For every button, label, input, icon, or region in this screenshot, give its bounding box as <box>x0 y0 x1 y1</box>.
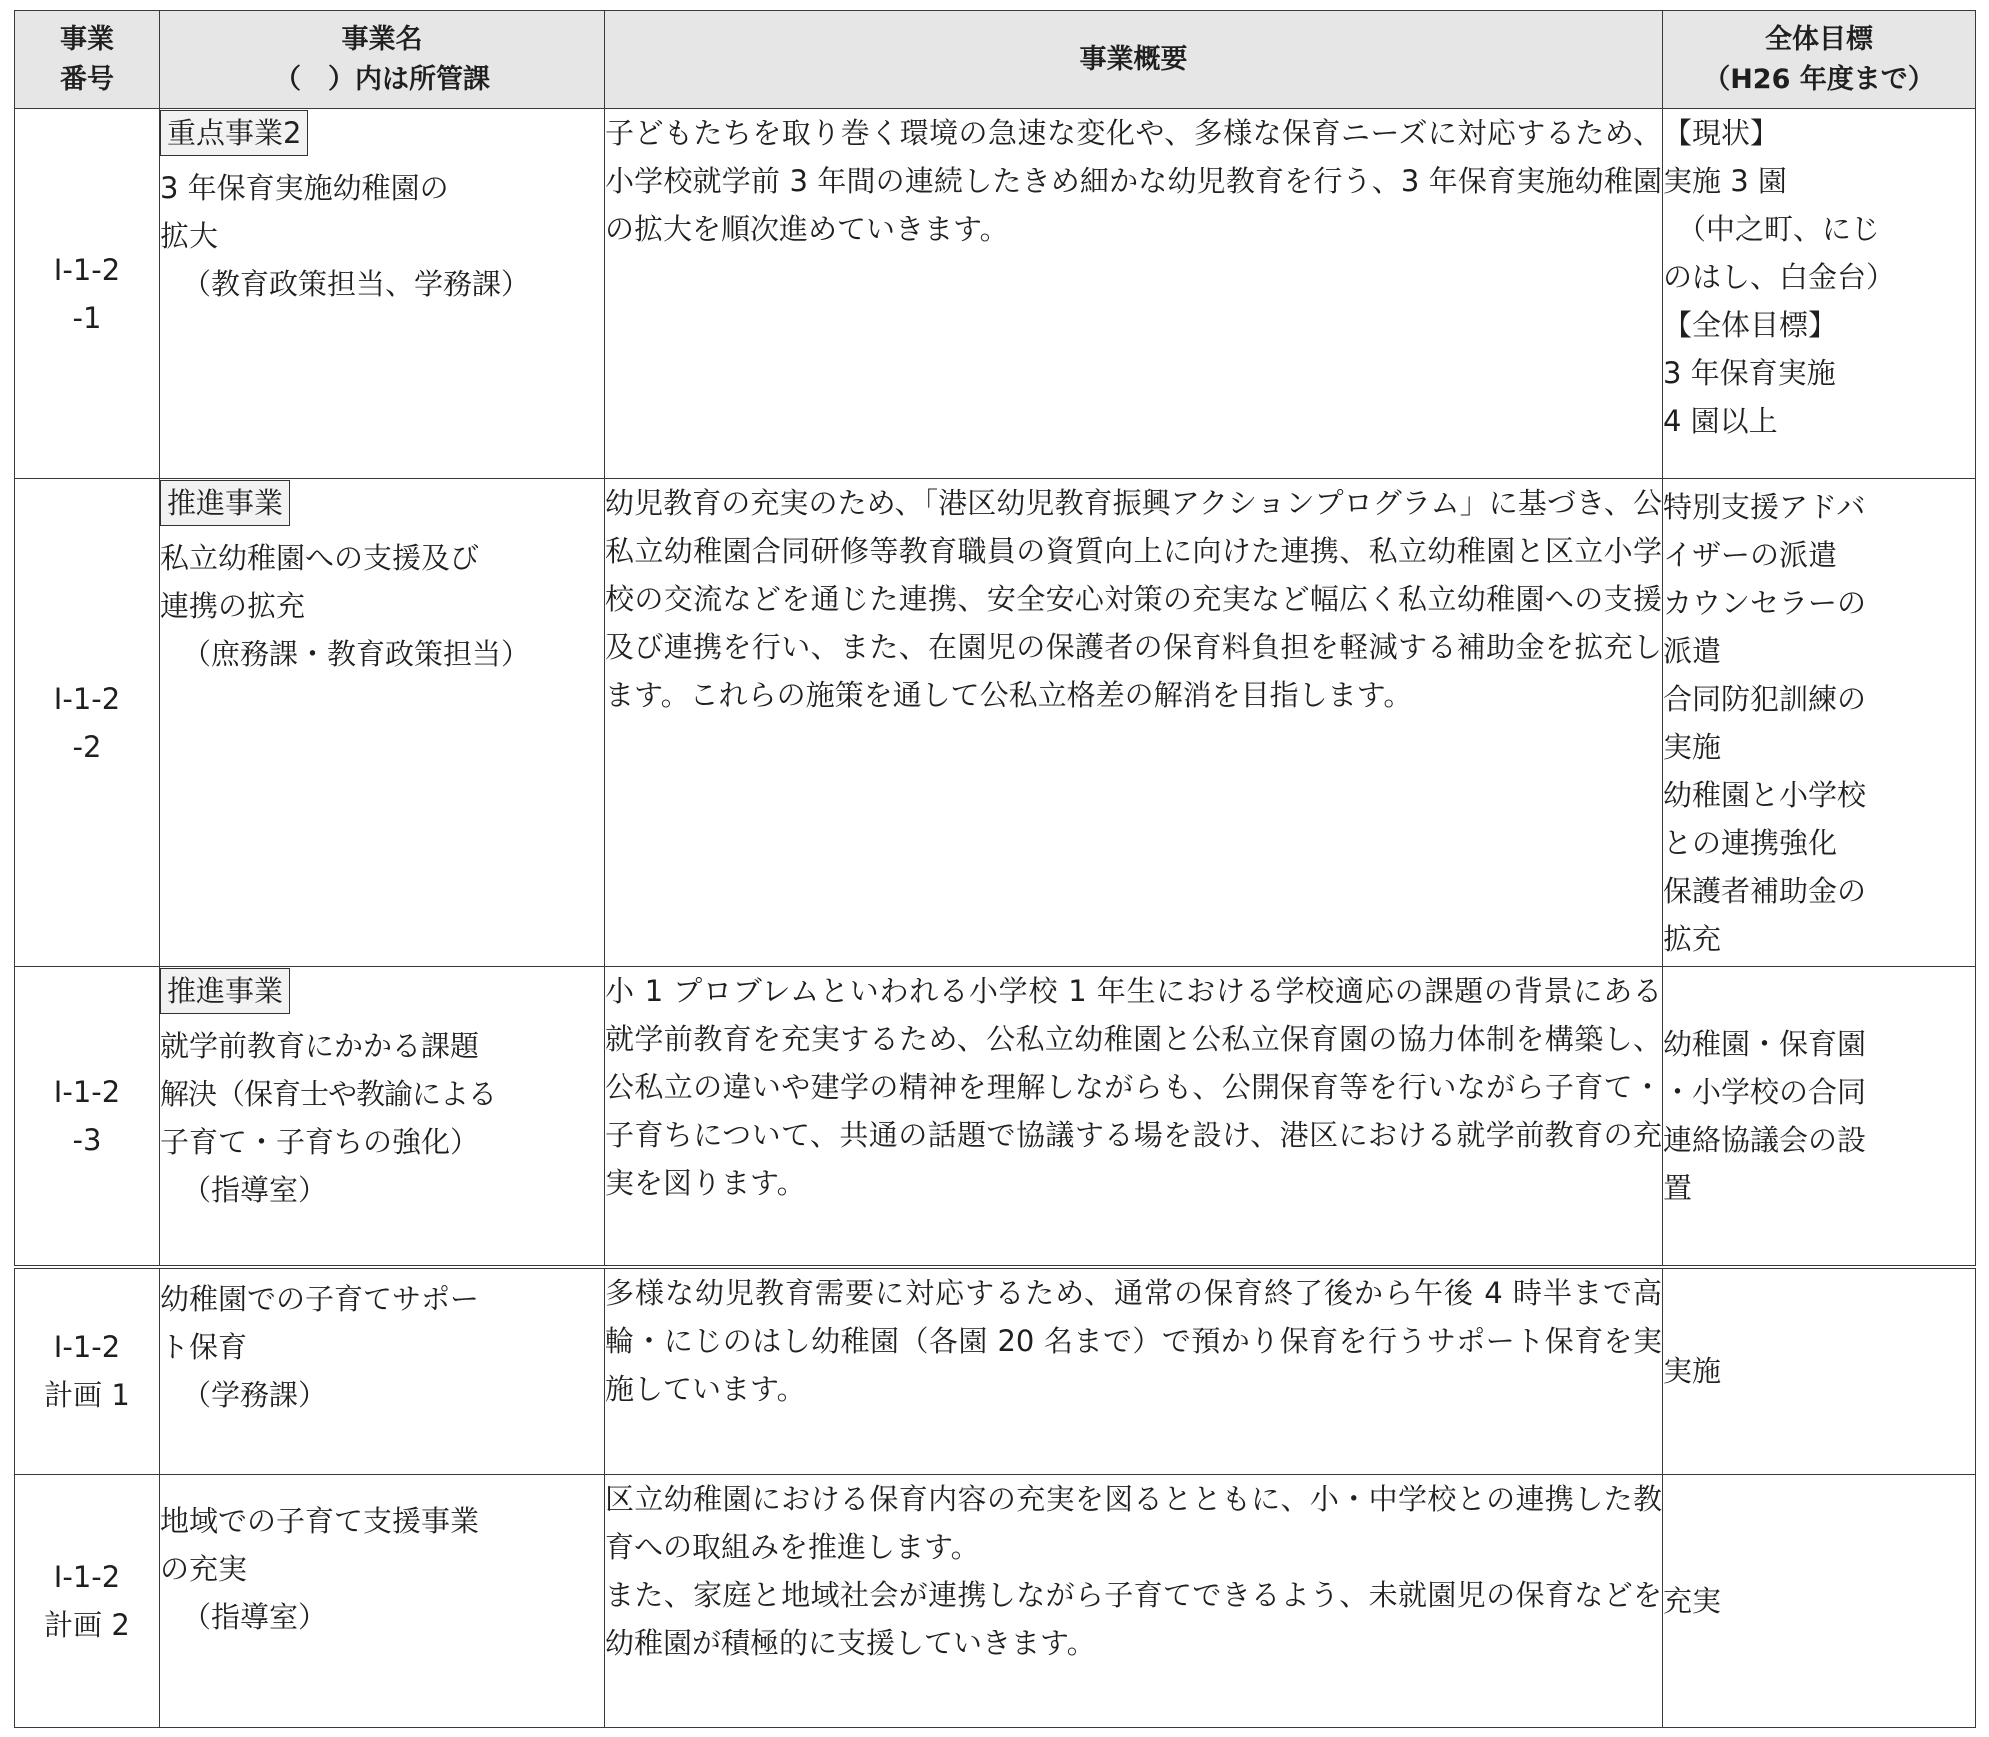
project-name-cell: 地域での子育て支援事業 の充実 （指導室） <box>160 1475 605 1728</box>
table-row <box>15 109 1976 479</box>
table-row <box>15 1267 1976 1475</box>
project-summary: 小 1 プロブレムといわれる小学校 1 年生における学校適応の課題の背景にある就学前教育を充実するため、公私立幼稚園と公私立保育園の協力体制を構築し、公私立の違いや建学の精神を理解しながらも、公開保育等を行いながら子育て・子育ちについて、共通の話題で協議する場を設け、港区における就学前教育の充実を図ります。 <box>605 967 1663 1267</box>
table-row <box>15 967 1976 1267</box>
department: （庶務課・教育政策担当） <box>182 637 531 671</box>
promotion-tag: 推進事業 <box>160 968 290 1014</box>
table-row <box>15 1475 1976 1728</box>
project-goal: 【現状】 実施 3 園 （中之町、にじ のはし、白金台） 【全体目標】 3 年保育実施 4 園以上 <box>1663 109 1976 479</box>
project-goal: 特別支援アドバ イザーの派遣 カウンセラーの 派遣 合同防犯訓練の 実施 幼稚園と小学校 との連携強化 保護者補助金の 拡充 <box>1663 479 1976 967</box>
project-goal: 実施 <box>1663 1267 1976 1475</box>
header-goal: 全体目標 （H26 年度まで） <box>1663 11 1976 109</box>
priority-tag: 重点事業2 <box>160 110 308 156</box>
project-name-cell: 推進事業 私立幼稚園への支援及び 連携の拡充 （庶務課・教育政策担当） <box>160 479 605 967</box>
header-number: 事業 番号 <box>15 11 160 109</box>
project-goal: 充実 <box>1663 1475 1976 1728</box>
department: （学務課） <box>182 1377 328 1412</box>
project-number: Ⅰ-1-2 計画 2 <box>15 1475 160 1728</box>
header-summary: 事業概要 <box>605 11 1663 109</box>
promotion-tag: 推進事業 <box>160 480 290 526</box>
department: （教育政策担当、学務課） <box>182 267 531 301</box>
department: （指導室） <box>182 1600 328 1634</box>
project-name-cell: 幼稚園での子育てサポー ト保育 （学務課） <box>160 1267 605 1475</box>
project-number: Ⅰ-1-2 -1 <box>15 109 160 479</box>
project-summary: 子どもたちを取り巻く環境の急速な変化や、多様な保育ニーズに対応するため、小学校就学前 3 年間の連続したきめ細かな幼児教育を行う、3 年保育実施幼稚園の拡大を順次進めていきます。 <box>605 109 1663 479</box>
table-row <box>15 479 1976 967</box>
project-name-cell: 重点事業2 3 年保育実施幼稚園の 拡大 （教育政策担当、学務課） <box>160 109 605 479</box>
department: （指導室） <box>182 1173 328 1207</box>
project-number: Ⅰ-1-2 -2 <box>15 479 160 967</box>
project-number: Ⅰ-1-2 -3 <box>15 967 160 1267</box>
project-summary: 区立幼稚園における保育内容の充実を図るとともに、小・中学校との連携した教育への取組みを推進します。 また、家庭と地域社会が連携しながら子育てできるよう、未就園児の保育などを幼稚園が積極的に支援していきます。 <box>605 1475 1663 1728</box>
project-name-cell: 推進事業 就学前教育にかかる課題 解決（保育士や教諭による 子育て・子育ちの強化） （指導室） <box>160 967 605 1267</box>
project-number: Ⅰ-1-2 計画 1 <box>15 1267 160 1475</box>
project-summary: 多様な幼児教育需要に対応するため、通常の保育終了後から午後 4 時半まで高輪・にじのはし幼稚園（各園 20 名まで）で預かり保育を行うサポート保育を実施しています。 <box>605 1267 1663 1475</box>
header-name: 事業名 （ ）内は所管課 <box>160 11 605 109</box>
project-goal: 幼稚園・保育園 ・小学校の合同 連絡協議会の設 置 <box>1663 967 1976 1267</box>
project-table <box>14 10 1976 1728</box>
header-row <box>15 11 1976 109</box>
project-summary: 幼児教育の充実のため、「港区幼児教育振興アクションプログラム」に基づき、公私立幼稚園合同研修等教育職員の資質向上に向けた連携、私立幼稚園と区立小学校の交流などを通じた連携、安全安心対策の充実など幅広く私立幼稚園への支援及び連携を行い、また、在園児の保護者の保育料負担を軽減する補助金を拡充します。これらの施策を通して公私立格差の解消を目指します。 <box>605 479 1663 967</box>
